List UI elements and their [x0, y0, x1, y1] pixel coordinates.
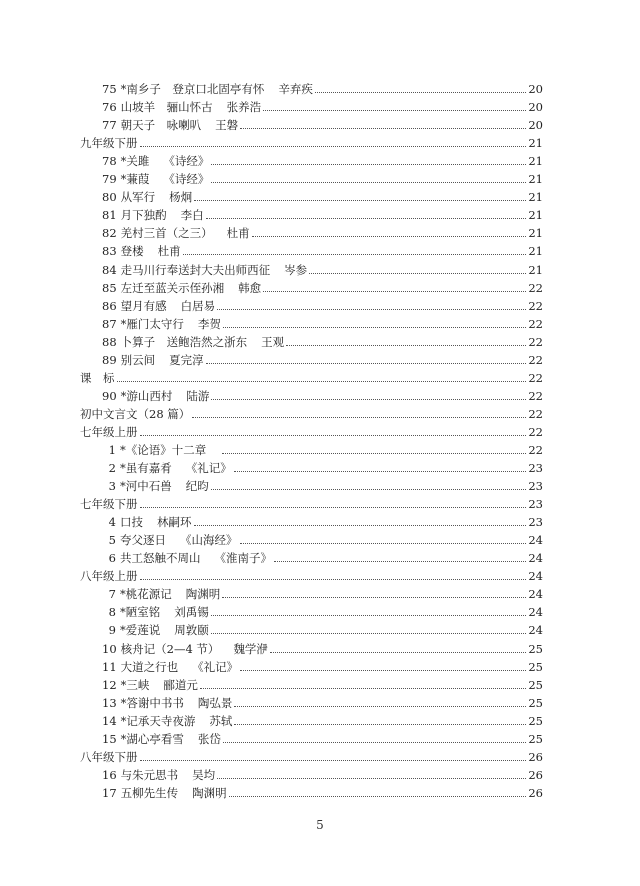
entry-title: 登楼: [120, 244, 144, 259]
entry-number: 81: [102, 208, 117, 223]
dot-leader: [117, 381, 527, 382]
entry-title: 共工怒触不周山: [120, 551, 201, 566]
dot-leader: [229, 796, 527, 797]
entry-title: 别云间: [120, 352, 156, 367]
entry-author: 刘禹锡: [174, 605, 209, 620]
entry-text: [80, 82, 313, 96]
entry-title: 口技: [120, 515, 143, 530]
entry-title: *三峡: [120, 677, 150, 692]
dot-leader: [194, 200, 526, 201]
entry-title: *陋室铭: [120, 605, 161, 620]
entry-number: 1: [108, 442, 116, 457]
dot-leader: [223, 327, 526, 328]
entry-page-number: 22: [528, 370, 543, 385]
entry-page-number: 25: [528, 713, 543, 728]
dot-leader: [211, 615, 527, 616]
entry-text: [80, 263, 307, 277]
entry-text: [80, 190, 192, 204]
entry-page-number: 22: [528, 334, 543, 349]
dot-leader: [263, 110, 526, 111]
entry-page-number: 21: [528, 226, 543, 241]
toc-entry[interactable]: [80, 710, 543, 728]
toc-section-heading[interactable]: [80, 746, 543, 764]
entry-title: 山坡羊 骊山怀古: [120, 100, 213, 115]
entry-title: *南乡子 登京口北固亭有怀: [120, 82, 265, 97]
entry-number: 85: [102, 280, 117, 295]
entry-page-number: 24: [528, 605, 543, 620]
entry-number: 13: [102, 695, 117, 710]
section-title: 七年级上册: [80, 424, 138, 439]
toc-entry[interactable]: [80, 601, 543, 619]
entry-author: 白居易: [180, 298, 216, 313]
toc-entry[interactable]: [80, 331, 543, 349]
toc-entry[interactable]: [80, 204, 543, 222]
entry-title: *《论语》十二章: [120, 442, 207, 457]
entry-text: [80, 587, 220, 601]
entry-text: [80, 317, 221, 331]
entry-author: 韩愈: [238, 280, 262, 295]
entry-text: [80, 533, 238, 547]
entry-page-number: 25: [528, 641, 543, 656]
entry-author: 杜甫: [226, 226, 250, 241]
entry-text: [80, 353, 204, 367]
entry-number: 10: [102, 641, 117, 656]
table-of-contents: [80, 78, 543, 800]
entry-title: 望月有感: [120, 298, 167, 313]
entry-page-number: 25: [528, 677, 543, 692]
entry-page-number: 23: [528, 515, 543, 530]
toc-entry[interactable]: [80, 114, 543, 132]
entry-title: *河中石兽: [120, 479, 172, 494]
entry-page-number: 21: [528, 136, 543, 151]
entry-author: 纪昀: [185, 479, 209, 494]
entry-title: 朝天子 咏喇叭: [120, 118, 202, 133]
entry-title: 走马川行奉送封大夫出师西征: [120, 262, 271, 277]
entry-title: *蒹葭: [120, 172, 150, 187]
entry-text: [80, 605, 209, 619]
entry-title: 左迁至蓝关示侄孙湘: [120, 280, 225, 295]
dot-leader: [183, 254, 527, 255]
dot-leader: [140, 507, 527, 508]
toc-entry[interactable]: [80, 222, 543, 240]
entry-number: 12: [102, 677, 117, 692]
entry-page-number: 26: [528, 785, 543, 800]
entry-author: 王观: [261, 334, 285, 349]
entry-text: [80, 335, 284, 349]
entry-page-number: 26: [528, 749, 543, 764]
toc-entry[interactable]: [80, 656, 543, 674]
toc-entry[interactable]: [80, 277, 543, 295]
entry-page-number: 26: [528, 767, 543, 782]
dot-leader: [252, 236, 527, 237]
entry-page-number: 22: [528, 442, 543, 457]
entry-text: [80, 172, 209, 186]
toc-section-heading[interactable]: [80, 493, 543, 511]
dot-leader: [140, 435, 527, 436]
entry-page-number: 24: [528, 587, 543, 602]
toc-section-heading[interactable]: [80, 403, 543, 421]
entry-page-number: 21: [528, 208, 543, 223]
dot-leader: [140, 760, 527, 761]
toc-entry[interactable]: [80, 764, 543, 782]
entry-page-number: 23: [528, 479, 543, 494]
entry-number: 82: [102, 226, 117, 241]
entry-title: *湖心亭看雪: [120, 731, 184, 746]
toc-entry[interactable]: [80, 240, 543, 258]
dot-leader: [217, 778, 526, 779]
entry-title: *记承天寺夜游: [120, 713, 196, 728]
entry-number: 90: [102, 388, 117, 403]
entry-author: 《淮南子》: [214, 551, 272, 566]
dot-leader: [211, 489, 527, 490]
entry-number: 88: [102, 334, 117, 349]
dot-leader: [234, 724, 526, 725]
entry-text: [80, 461, 232, 475]
entry-text: [80, 696, 232, 710]
entry-text: [80, 299, 215, 313]
entry-number: 11: [102, 659, 117, 674]
entry-page-number: 21: [528, 172, 543, 187]
entry-author: 王磐: [215, 118, 239, 133]
entry-number: 80: [102, 190, 117, 205]
entry-number: 83: [102, 244, 117, 259]
toc-entry[interactable]: [80, 728, 543, 746]
dot-leader: [211, 399, 526, 400]
entry-text: [80, 642, 268, 656]
page-number: 5: [316, 818, 324, 832]
toc-entry[interactable]: [80, 186, 543, 204]
entry-author: 夏完淳: [169, 352, 204, 367]
entry-page-number: 25: [528, 731, 543, 746]
section-title: 初中文言文（28 篇）: [80, 406, 191, 421]
entry-number: 14: [102, 713, 117, 728]
entry-text: [80, 389, 209, 403]
entry-title: 夸父逐日: [120, 533, 166, 548]
dot-leader: [240, 670, 526, 671]
entry-number: 16: [102, 767, 117, 782]
section-title: 八年级下册: [80, 749, 138, 764]
entry-title: 核舟记（2—4 节）: [120, 641, 220, 656]
entry-author: 杨炯: [169, 190, 193, 205]
toc-entry[interactable]: [80, 674, 543, 692]
dot-leader: [274, 561, 526, 562]
entry-page-number: 23: [528, 497, 543, 512]
entry-text: [80, 208, 204, 222]
entry-author: 陆游: [186, 388, 210, 403]
entry-number: 76: [102, 100, 117, 115]
toc-entry[interactable]: [80, 385, 543, 403]
entry-author: 郦道元: [163, 677, 198, 692]
toc-entry[interactable]: [80, 637, 543, 655]
entry-number: 84: [102, 262, 117, 277]
entry-author: 《礼记》: [192, 659, 239, 674]
entry-number: 5: [108, 533, 116, 548]
entry-text: [80, 281, 261, 295]
entry-number: 79: [102, 172, 117, 187]
entry-number: 87: [102, 316, 117, 331]
entry-text: [80, 118, 238, 132]
entry-number: 6: [108, 551, 116, 566]
toc-entry[interactable]: [80, 457, 543, 475]
entry-text: [80, 154, 209, 168]
entry-title: 与朱元思书: [120, 767, 179, 782]
toc-section-heading[interactable]: [80, 565, 543, 583]
dot-leader: [222, 597, 526, 598]
dot-leader: [222, 453, 526, 454]
entry-author: 岑参: [284, 262, 308, 277]
entry-text: [80, 551, 272, 565]
toc-entry[interactable]: [80, 511, 543, 529]
entry-author: 魏学洢: [233, 641, 268, 656]
entry-number: 9: [108, 623, 116, 638]
entry-author: 苏轼: [209, 713, 233, 728]
entry-text: [80, 226, 250, 240]
toc-entry[interactable]: [80, 96, 543, 114]
dot-leader: [270, 652, 526, 653]
entry-page-number: 20: [528, 100, 543, 115]
toc-section-heading[interactable]: [80, 367, 543, 385]
dot-leader: [234, 471, 527, 472]
entry-title: 大道之行也: [120, 659, 179, 674]
entry-title: 月下独酌: [120, 208, 167, 223]
entry-page-number: 21: [528, 154, 543, 169]
toc-entry[interactable]: [80, 692, 543, 710]
entry-page-number: 22: [528, 406, 543, 421]
dot-leader: [140, 146, 527, 147]
entry-page-number: 24: [528, 623, 543, 638]
entry-page-number: 22: [528, 280, 543, 295]
dot-leader: [234, 706, 526, 707]
entry-page-number: 22: [528, 352, 543, 367]
entry-title: *关雎: [120, 154, 150, 169]
entry-page-number: 20: [528, 82, 543, 97]
entry-number: 75: [102, 82, 117, 97]
entry-title: 从军行: [120, 190, 156, 205]
entry-title: *答谢中书书: [120, 695, 184, 710]
toc-entry[interactable]: [80, 150, 543, 168]
entry-author: 《礼记》: [185, 461, 232, 476]
entry-title: *桃花源记: [120, 587, 172, 602]
toc-entry[interactable]: [80, 313, 543, 331]
entry-page-number: 24: [528, 569, 543, 584]
entry-number: 3: [108, 479, 116, 494]
entry-title: *雁门太守行: [120, 316, 184, 331]
entry-author: 张养浩: [226, 100, 262, 115]
entry-number: 4: [108, 515, 116, 530]
entry-page-number: 20: [528, 118, 543, 133]
dot-leader: [211, 633, 527, 634]
entry-page-number: 24: [528, 533, 543, 548]
entry-author: 林嗣环: [157, 515, 192, 530]
entry-author: 陶弘景: [197, 695, 233, 710]
toc-entry[interactable]: [80, 583, 543, 601]
entry-title: *游山西村: [120, 388, 173, 403]
toc-entry[interactable]: [80, 258, 543, 276]
entry-author: 吴均: [192, 767, 216, 782]
toc-entry[interactable]: [80, 529, 543, 547]
dot-leader: [200, 688, 526, 689]
entry-author: 李白: [180, 208, 204, 223]
entry-number: 8: [108, 605, 116, 620]
entry-number: 78: [102, 154, 117, 169]
entry-title: 卜算子 送鲍浩然之浙东: [120, 334, 248, 349]
entry-text: [80, 678, 198, 692]
toc-entry[interactable]: [80, 439, 543, 457]
entry-text: [80, 515, 192, 529]
entry-author: 陶渊明: [185, 587, 221, 602]
entry-author: 周敦颐: [174, 623, 209, 638]
dot-leader: [223, 742, 526, 743]
entry-text: [80, 623, 209, 637]
section-title: 七年级下册: [80, 497, 138, 512]
entry-number: 89: [102, 352, 117, 367]
toc-entry[interactable]: [80, 547, 543, 565]
dot-leader: [217, 309, 526, 310]
entry-title: *爱莲说: [120, 623, 161, 638]
entry-text: [80, 244, 181, 258]
entry-page-number: 25: [528, 695, 543, 710]
entry-text: [80, 768, 215, 782]
entry-author: 《诗经》: [163, 172, 210, 187]
entry-text: [80, 660, 238, 674]
dot-leader: [206, 363, 527, 364]
entry-title: 五柳先生传: [120, 785, 179, 800]
entry-author: 杜甫: [157, 244, 181, 259]
entry-text: [80, 443, 220, 457]
dot-leader: [309, 273, 526, 274]
entry-page-number: 23: [528, 461, 543, 476]
entry-page-number: 22: [528, 316, 543, 331]
entry-number: 86: [102, 298, 117, 313]
entry-number: 17: [102, 785, 117, 800]
entry-page-number: 22: [528, 424, 543, 439]
entry-number: 15: [102, 731, 117, 746]
dot-leader: [206, 218, 527, 219]
entry-page-number: 21: [528, 262, 543, 277]
dot-leader: [211, 182, 526, 183]
entry-page-number: 22: [528, 388, 543, 403]
dot-leader: [240, 128, 526, 129]
entry-page-number: 24: [528, 551, 543, 566]
toc-entry[interactable]: [80, 168, 543, 186]
entry-number: 2: [108, 461, 116, 476]
dot-leader: [240, 543, 527, 544]
section-title: 九年级下册: [80, 136, 138, 151]
section-title: 八年级上册: [80, 569, 138, 584]
entry-page-number: 25: [528, 659, 543, 674]
entry-author: 李贺: [197, 316, 221, 331]
dot-leader: [315, 92, 526, 93]
dot-leader: [263, 291, 526, 292]
entry-number: 77: [102, 118, 117, 133]
section-title: 课 标: [80, 370, 115, 385]
dot-leader: [140, 579, 527, 580]
entry-text: [80, 100, 261, 114]
dot-leader: [286, 345, 526, 346]
dot-leader: [194, 525, 527, 526]
toc-entry[interactable]: [80, 619, 543, 637]
entry-author: 《山海经》: [180, 533, 238, 548]
entry-author: 张岱: [197, 731, 221, 746]
toc-entry[interactable]: [80, 349, 543, 367]
toc-entry[interactable]: [80, 295, 543, 313]
entry-page-number: 21: [528, 190, 543, 205]
entry-text: [80, 732, 221, 746]
entry-author: 辛弃疾: [278, 82, 313, 97]
entry-page-number: 21: [528, 244, 543, 259]
toc-entry[interactable]: [80, 475, 543, 493]
toc-entry[interactable]: [80, 782, 543, 800]
entry-author: 陶渊明: [192, 785, 227, 800]
entry-text: [80, 479, 209, 493]
entry-author: 《诗经》: [163, 154, 210, 169]
toc-entry[interactable]: [80, 78, 543, 96]
entry-page-number: 22: [528, 298, 543, 313]
entry-title: 羌村三首（之三）: [120, 226, 213, 241]
toc-section-heading[interactable]: [80, 132, 543, 150]
toc-section-heading[interactable]: [80, 421, 543, 439]
entry-text: [80, 786, 227, 800]
dot-leader: [192, 417, 526, 418]
entry-text: [80, 714, 232, 728]
dot-leader: [211, 164, 526, 165]
entry-number: 7: [108, 587, 116, 602]
entry-title: *虽有嘉肴: [120, 461, 172, 476]
